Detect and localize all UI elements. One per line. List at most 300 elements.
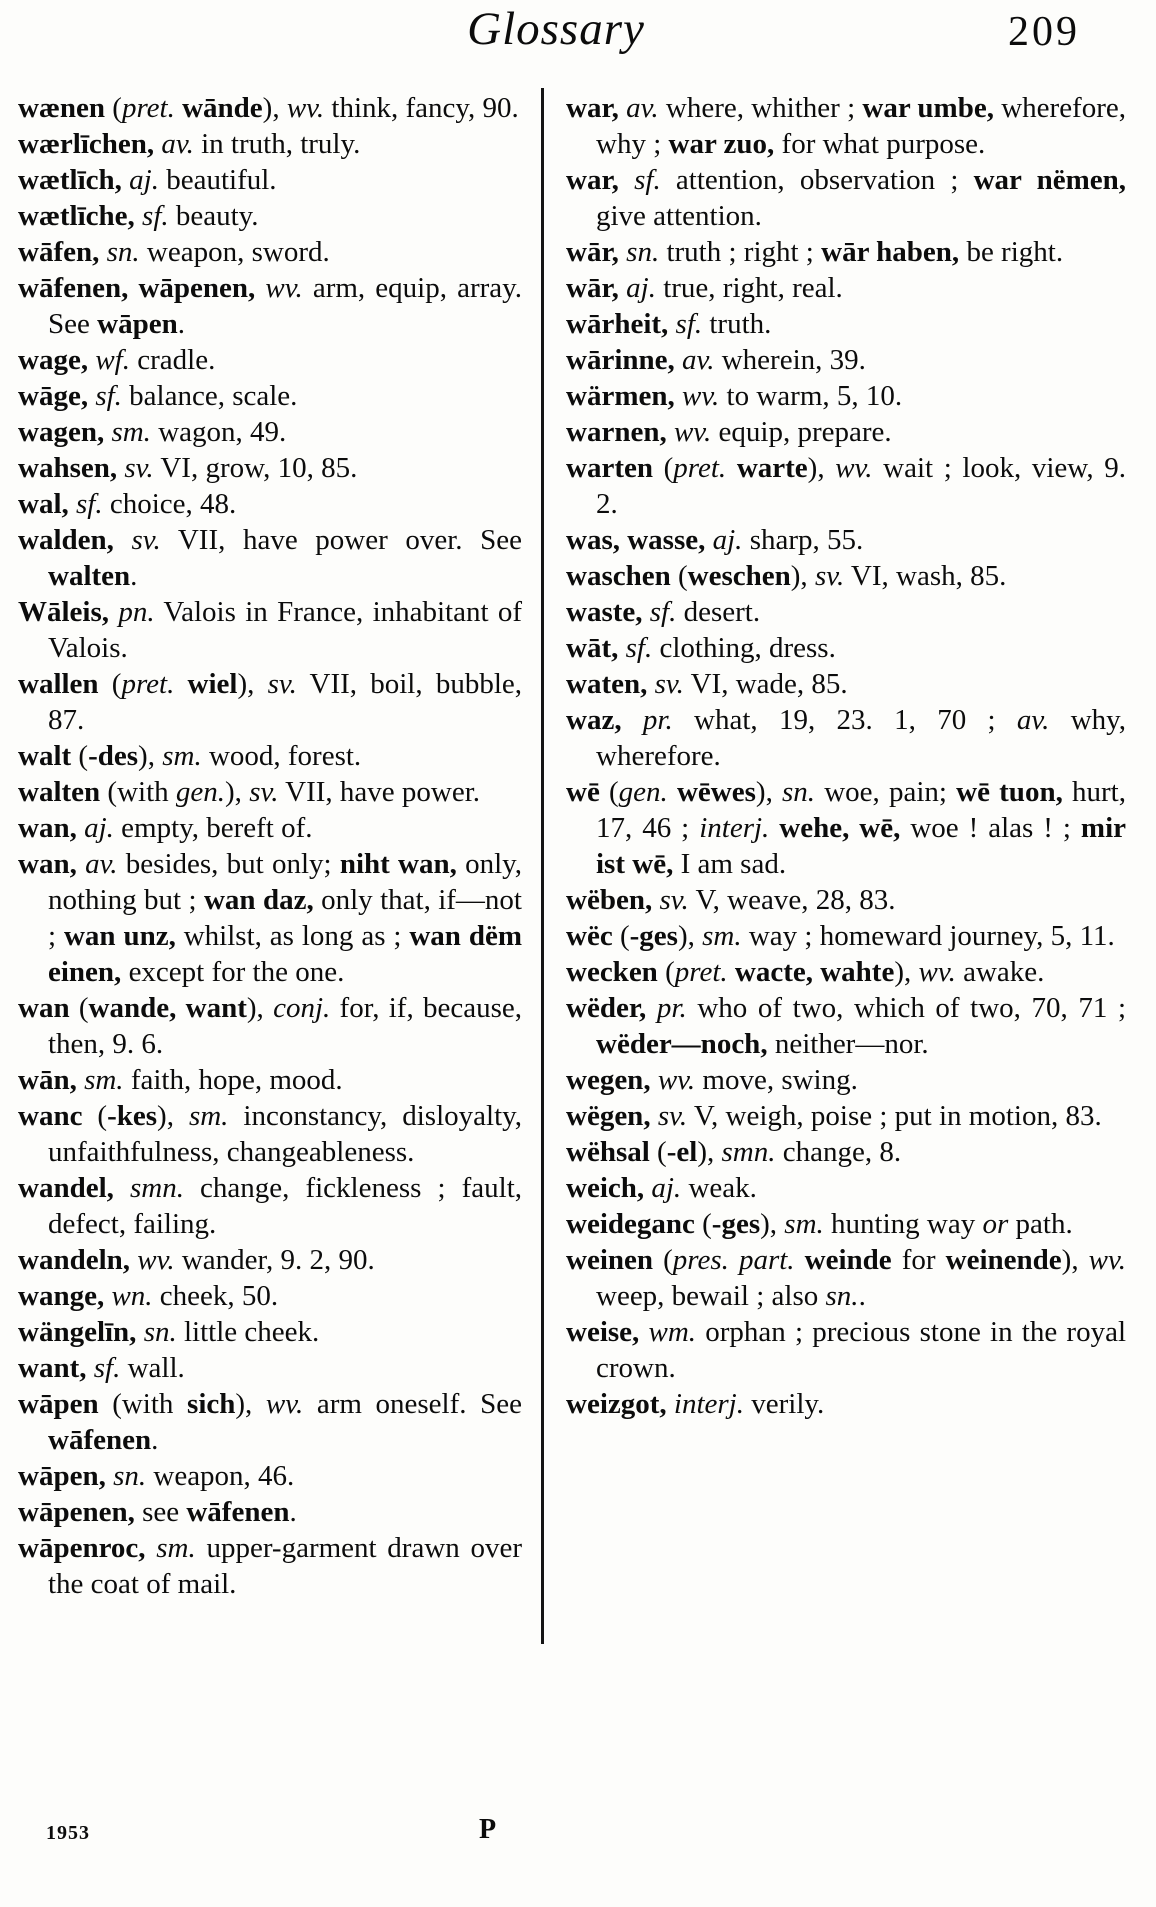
definition-text: inconstancy, disloyalty, unfaithfulness, changeableness. [48,1100,522,1168]
definition-text: (with [98,1388,188,1420]
headword-bold-text: wætlīch, [18,164,122,196]
definition-text: empty, bereft of. [113,812,313,844]
definition-text: upper-garment drawn over the coat of mail. [48,1532,523,1600]
grammar-label: sm. [84,1064,124,1096]
grammar-label: sm. [111,416,151,448]
grammar-label: sv. [657,1100,688,1132]
definition-text: ( [649,1136,667,1168]
headword-bold-text: wandeln, [18,1244,131,1276]
headword-bold-text: weideganc [566,1208,695,1240]
definition-text: ), [262,92,287,124]
headword-bold-text: mir ist wē, [596,812,1126,880]
definition-text: except for the one. [121,956,345,988]
glossary-entry [566,162,1126,234]
headword-bold-text: wāpen, [18,1460,106,1492]
definition-text: why, wherefore. [596,704,1127,772]
grammar-label: sv. [249,776,279,808]
headword-bold-text: wan [18,992,70,1024]
definition-text [668,308,675,340]
definition-text: to warm, 5, 10. [719,380,903,412]
headword-bold-text: walden, [18,524,114,556]
definition-text: change, 8. [775,1136,902,1168]
definition-text: V, weave, 28, 83. [688,884,896,916]
definition-text: weapon, 46. [146,1460,295,1492]
definition-text: Valois in France, inhabitant of Valois. [48,596,523,664]
headword-bold-text: wange, [18,1280,105,1312]
definition-text: in truth, truly. [193,128,361,160]
definition-text: woe ! alas ! ; [900,812,1081,844]
definition-text: beauty. [168,200,259,232]
grammar-label: sm. [188,1100,229,1132]
glossary-entry [18,774,522,810]
headword-bold-text: -el [666,1136,698,1168]
glossary-entry [566,342,1126,378]
definition-text: weep, bewail ; also [596,1280,826,1312]
glossary-entry [18,234,522,270]
glossary-entry [566,990,1126,1062]
definition-text: ), [138,740,163,772]
glossary-entry [566,594,1126,630]
definition-text: ), [237,668,268,700]
left-column [18,90,522,1602]
glossary-entry [566,630,1126,666]
glossary-entry [18,1278,522,1314]
headword-bold-text: wallen [18,668,99,700]
definition-text: faith, hope, mood. [123,1064,343,1096]
grammar-label: sn. [143,1316,177,1348]
grammar-label: aj. [129,164,159,196]
glossary-entry [566,1062,1126,1098]
definition-text: ( [652,452,674,484]
headword-bold-text: wætlīche, [18,200,135,232]
glossary-entry [18,450,522,486]
headword-bold-text: waschen [566,560,671,592]
headword-bold-text: weich, [566,1172,645,1204]
definition-text [675,380,682,412]
glossary-entry [566,1170,1126,1206]
glossary-entry [18,810,522,846]
definition-text: wait ; look, view, 9. 2. [596,452,1126,520]
page-title: Glossary [467,3,645,55]
glossary-entry [18,522,522,594]
glossary-entry [18,1098,522,1170]
definition-text: ), [246,992,274,1024]
definition-text [667,416,674,448]
definition-text: hunting way [823,1208,983,1240]
headword-bold-text: wan unz, [63,920,176,952]
definition-text [705,524,712,556]
headword-bold-text: wāpenen, [18,1496,135,1528]
definition-text: whilst, as long as ; [175,920,410,952]
definition-text: only, nothing but ; [48,848,523,916]
grammar-label: av. [85,848,118,880]
definition-text: awake. [955,956,1045,988]
glossary-entry [566,90,1126,162]
definition-text: wherefore, why ; [596,92,1126,160]
headword-bold-text: wängelīn, [18,1316,137,1348]
definition-text: verily. [744,1388,825,1420]
definition-text: ), [677,920,703,952]
grammar-label: sv. [814,560,845,592]
definition-text: weapon, sword. [139,236,330,268]
grammar-label: aj. [651,1172,682,1204]
definition-text [668,776,677,808]
grammar-label: pn. [118,596,155,628]
glossary-entry [566,1206,1126,1242]
glossary-entry [566,918,1126,954]
glossary-entry [566,1134,1126,1170]
headword-bold-text: weizgot, [566,1388,667,1420]
glossary-entry [18,414,522,450]
page-number: 209 [1008,9,1080,55]
glossary-entry [18,1170,522,1242]
glossary-entry [18,1242,522,1278]
definition-text [728,956,735,988]
grammar-label: smn. [129,1172,184,1204]
printer-signature: 1953 [46,1822,90,1844]
grammar-label: aj. [712,524,743,556]
glossary-entry [18,90,522,126]
headword-bold-text: wānde [182,92,263,124]
headword-bold-text: waste, [566,596,643,628]
definition-text: weak. [681,1172,757,1204]
headword-bold-text: wandel, [18,1172,114,1204]
definition-text [106,1460,113,1492]
glossary-entry [566,666,1126,702]
definition-text: for [891,1244,946,1276]
definition-text: ), [1061,1244,1089,1276]
grammar-label: gen. [618,776,668,808]
glossary-entry [566,1386,1126,1422]
definition-text [135,200,142,232]
definition-text: VI, grow, 10, 85. [153,452,358,484]
glossary-entry [18,1062,522,1098]
definition-text: ( [653,1244,673,1276]
definition-text [86,1352,93,1384]
glossary-entry [566,1314,1126,1386]
headword-bold-text: wahsen, [18,452,118,484]
headword-bold-text: wāge, [18,380,89,412]
definition-text [726,452,737,484]
headword-bold-text: -ges [711,1208,761,1240]
definition-text: besides, but only; [117,848,340,880]
glossary-entry [18,594,522,666]
grammar-label: sf. [625,632,653,664]
grammar-label: pres. part. [672,1244,795,1276]
glossary-entry [566,882,1126,918]
grammar-label: sm. [162,740,202,772]
glossary-entry [18,1386,522,1458]
definition-text: desert. [676,596,761,628]
headword-bold-text: wærlīchen, [18,128,155,160]
headword-bold-text: wacte, wahte [734,956,895,988]
definition-text: see [134,1496,187,1528]
headword-bold-text: wāpen [97,308,178,340]
grammar-label: wn. [111,1280,153,1312]
grammar-label: sn. [825,1280,859,1312]
definition-text: arm, equip, array. See [48,272,523,340]
definition-text [618,632,625,664]
definition-text [622,704,643,736]
definition-text: truth. [702,308,772,340]
headword-bold-text: wan, [18,848,77,880]
definition-text: ( [82,1100,108,1132]
glossary-entry [18,162,522,198]
grammar-label: sf. [649,596,677,628]
definition-text: ( [98,668,122,700]
definition-text [643,596,650,628]
definition-text: way ; homeward journey, 5, 11. [741,920,1115,952]
grammar-label: wv. [918,956,956,988]
headword-bold-text: wan daz, [203,884,314,916]
headword-bold-text: wār haben, [821,236,960,268]
definition-text: balance, scale. [121,380,298,412]
headword-bold-text: war, [566,92,619,124]
grammar-label: wv. [137,1244,175,1276]
definition-text [114,524,132,556]
headword-bold-text: weinende [945,1244,1062,1276]
definition-text: ), [790,560,815,592]
glossary-entry [566,522,1126,558]
grammar-label: av. [161,128,194,160]
headword-bold-text: wēwes [676,776,756,808]
headword-bold-text: -ges [629,920,678,952]
glossary-entry [18,378,522,414]
definition-text: VII, have power over. See [160,524,523,556]
glossary-entry [18,1458,522,1494]
definition-text: arm oneself. See [303,1388,523,1420]
definition-text: change, fickleness ; fault, defect, failing. [48,1172,523,1240]
headword-bold-text: -des [88,740,139,772]
headword-bold-text: wëhsal [566,1136,650,1168]
glossary-entry [18,486,522,522]
definition-text: wood, forest. [201,740,362,772]
headword-bold-text: wal, [18,488,69,520]
glossary-entry [566,774,1126,882]
definition-text: ), [157,1100,189,1132]
definition-text: . [130,560,138,592]
definition-text: move, swing. [695,1064,858,1096]
column-divider [541,88,544,1644]
glossary-entry [18,342,522,378]
glossary-entry [18,270,522,342]
glossary-entry [566,558,1126,594]
headword-bold-text: waten, [566,668,648,700]
definition-text: think, fancy, 90. [324,92,519,124]
grammar-label: interj. [673,1388,744,1420]
definition-text: woe, pain; [815,776,957,808]
definition-text: VI, wash, 85. [844,560,1007,592]
glossary-entry [566,306,1126,342]
grammar-label: sn. [782,776,816,808]
definition-text: wagon, 49. [150,416,287,448]
headword-bold-text: weise, [566,1316,640,1348]
headword-bold-text: walten [48,560,131,592]
definition-text: choice, 48. [102,488,237,520]
definition-text: I am sad. [673,848,787,880]
definition-text: for what purpose. [774,128,986,160]
grammar-label: wv. [265,272,303,304]
definition-text [146,1532,157,1564]
press-mark: P [479,1814,497,1845]
definition-text [114,1172,130,1204]
definition-text [175,92,182,124]
definition-text: ( [71,740,89,772]
definition-text: ), [235,1388,266,1420]
headword-bold-text: wāfen, [18,236,100,268]
definition-text: V, weigh, poise ; put in motion, 83. [687,1100,1102,1132]
headword-bold-text: wande, want [88,992,247,1024]
grammar-label: wv. [657,1064,696,1096]
definition-text: equip, prepare. [711,416,892,448]
grammar-label: sv. [131,524,161,556]
definition-text: what, 19, 23. 1, 70 ; [672,704,1017,736]
headword-bold-text: wëben, [566,884,653,916]
glossary-entry [566,270,1126,306]
grammar-label: sv. [124,452,154,484]
definition-text: ( [69,992,89,1024]
definition-text [795,1244,805,1276]
definition-text: VII, boil, bubble, 87. [48,668,522,736]
definition-text: who of two, which of two, 70, 71 ; [686,992,1127,1024]
definition-text: ( [657,956,675,988]
grammar-label: av. [1016,704,1050,736]
grammar-label: wv. [835,452,873,484]
headword-bold-text: warnen, [566,416,667,448]
definition-text: ( [670,560,688,592]
headword-bold-text: weschen [687,560,791,592]
definition-text: ), [697,1136,722,1168]
grammar-label: sv. [654,668,684,700]
glossary-entry [18,990,522,1062]
definition-text [99,236,106,268]
definition-text [136,1316,143,1348]
definition-text: little cheek. [176,1316,320,1348]
grammar-label: wf. [95,344,130,376]
headword-bold-text: wārinne, [566,344,675,376]
definition-text: . [177,308,185,340]
definition-text: (with [100,776,176,808]
grammar-label: wv. [681,380,720,412]
grammar-label: sf. [675,308,703,340]
definition-text: . [151,1424,159,1456]
glossary-entry [18,666,522,738]
grammar-label: pret. [674,956,728,988]
definition-text: ), [760,1208,785,1240]
headword-bold-text: waz, [566,704,622,736]
headword-bold-text: walten [18,776,101,808]
headword-bold-text: wan dëm einen, [48,920,522,988]
headword-bold-text: wagen, [18,416,105,448]
definition-text: only that, if—not ; [48,884,522,952]
headword-bold-text: wē tuon, [956,776,1063,808]
glossary-entry [566,378,1126,414]
definition-text: orphan ; precious stone in the royal crown. [596,1316,1126,1384]
grammar-label: sn. [626,236,660,268]
glossary-entry [18,126,522,162]
grammar-label: sf. [76,488,103,520]
definition-text: wherein, 39. [714,344,866,376]
grammar-label: interj. [699,812,770,844]
grammar-label: sm. [702,920,742,952]
definition-text [651,1100,658,1132]
grammar-label: sm. [784,1208,824,1240]
grammar-label: sn. [113,1460,147,1492]
headword-bold-text: war zuo, [668,128,775,160]
grammar-label: sm. [156,1532,196,1564]
grammar-label: or [982,1208,1009,1240]
grammar-label: wv. [673,416,712,448]
grammar-label: wv. [1088,1244,1126,1276]
headword-bold-text: wegen, [566,1064,651,1096]
grammar-label: sf. [93,1352,121,1384]
definition-text: ( [694,1208,712,1240]
glossary-entry [566,414,1126,450]
headword-bold-text: wëgen, [566,1100,651,1132]
definition-text: ( [612,920,630,952]
definition-text: ), [894,956,919,988]
headword-bold-text: warten [566,452,653,484]
headword-bold-text: wëc [566,920,613,952]
headword-bold-text: wān, [18,1064,77,1096]
glossary-entry [566,1098,1126,1134]
definition-text: true, right, real. [655,272,843,304]
definition-text [77,1064,84,1096]
definition-text [651,1064,658,1096]
definition-text: sharp, 55. [742,524,864,556]
definition-text: VII, have power. [278,776,481,808]
grammar-label: gen. [175,776,226,808]
grammar-label: aj. [84,812,114,844]
headword-bold-text: was, wasse, [566,524,706,556]
definition-text [69,488,76,520]
definition-text [109,596,118,628]
definition-text: truth ; right ; [659,236,822,268]
definition-text [769,812,779,844]
grammar-label: sn. [106,236,140,268]
headword-bold-text: war nëmen, [973,164,1126,196]
definition-text [675,344,682,376]
grammar-label: pret. [121,668,175,700]
headword-bold-text: wëder, [566,992,647,1024]
definition-text: wander, 9. 2, 90. [174,1244,375,1276]
definition-text [77,812,84,844]
definition-text: beautiful. [158,164,277,196]
grammar-label: smn. [721,1136,776,1168]
headword-bold-text: wiel [187,668,238,700]
right-column [566,90,1126,1422]
glossary-entry [18,198,522,234]
definition-text: neither—nor. [767,1028,929,1060]
headword-bold-text: wāfenen, wāpenen, [18,272,256,304]
definition-text: VI, wade, 85. [683,668,848,700]
grammar-label: pret. [673,452,727,484]
grammar-label: sf. [142,200,169,232]
definition-text: give attention. [596,200,762,232]
definition-text [647,668,654,700]
definition-text: . [289,1496,297,1528]
definition-text: wall. [120,1352,185,1384]
headword-bold-text: warte [736,452,808,484]
definition-text: attention, observation ; [660,164,974,196]
glossary-entry [18,738,522,774]
definition-text: ), [755,776,782,808]
grammar-label: sv. [267,668,297,700]
glossary-entry [566,234,1126,270]
glossary-entry [18,1350,522,1386]
headword-bold-text: niht wan, [339,848,457,880]
glossary-entry [566,954,1126,990]
